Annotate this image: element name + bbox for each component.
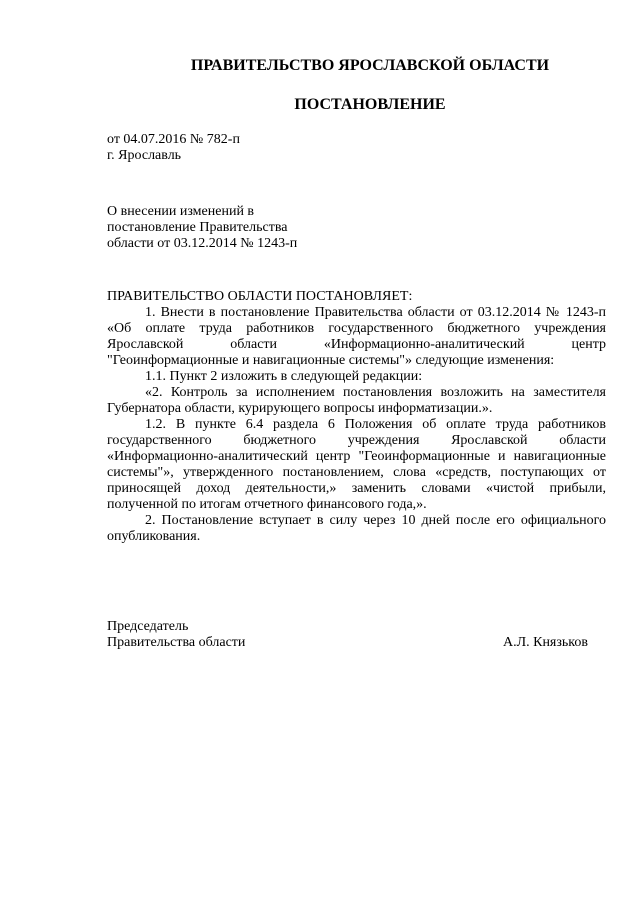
body-intro: ПРАВИТЕЛЬСТВО ОБЛАСТИ ПОСТАНОВЛЯЕТ: [107,289,413,304]
document-type-title: ПОСТАНОВЛЕНИЕ [294,96,446,113]
subject-line: О внесении изменений в [107,204,255,219]
document-meta [107,132,240,164]
subject-line: постановление Правительства [107,220,288,235]
signatory-name: А.Л. Князьков [503,635,588,650]
signatory-title: Председатель [107,619,189,634]
body-paragraph: 1.2. В пункте 6.4 раздела 6 Положения об оплате труда работников государственного бюджетного учреждения Ярославской области «Информационно-аналитический центр "Геоинформационные и навигационные системы"», утвержденного постановлением, слова «средств, поступающих от приносящей доход деятельности,» заменить словами «чистой прибыли, полученной по итогам отчетного финансового года,». [107,417,606,512]
body-paragraph: 2. Постановление вступает в силу через 10 дней после его официального опубликования. [107,513,606,544]
signatory-title: Правительства области [107,635,246,650]
body-paragraph: 1.1. Пункт 2 изложить в следующей редакции: [145,369,423,384]
body-paragraph: «2. Контроль за исполнением постановления возложить на заместителя Губернатора области, курирующего вопросы информатизации.». [107,385,606,416]
signature-block [107,619,588,651]
document-body [107,289,606,545]
organization-header: ПРАВИТЕЛЬСТВО ЯРОСЛАВСКОЙ ОБЛАСТИ [190,57,550,74]
date-number: от 04.07.2016 № 782-п [107,132,240,147]
signature-row [107,635,588,651]
city: г. Ярославль [107,148,182,163]
document-subject [107,204,297,252]
subject-line: области от 03.12.2014 № 1243-п [107,236,298,251]
body-paragraph: 1. Внести в постановление Правительства области от 03.12.2014 № 1243-п «Об оплате труда работников государственного бюджетного учреждения Ярославской области «Информационно-аналитический центр "Геоинформационные и навигационные системы"» следующие изменения: [107,305,606,368]
